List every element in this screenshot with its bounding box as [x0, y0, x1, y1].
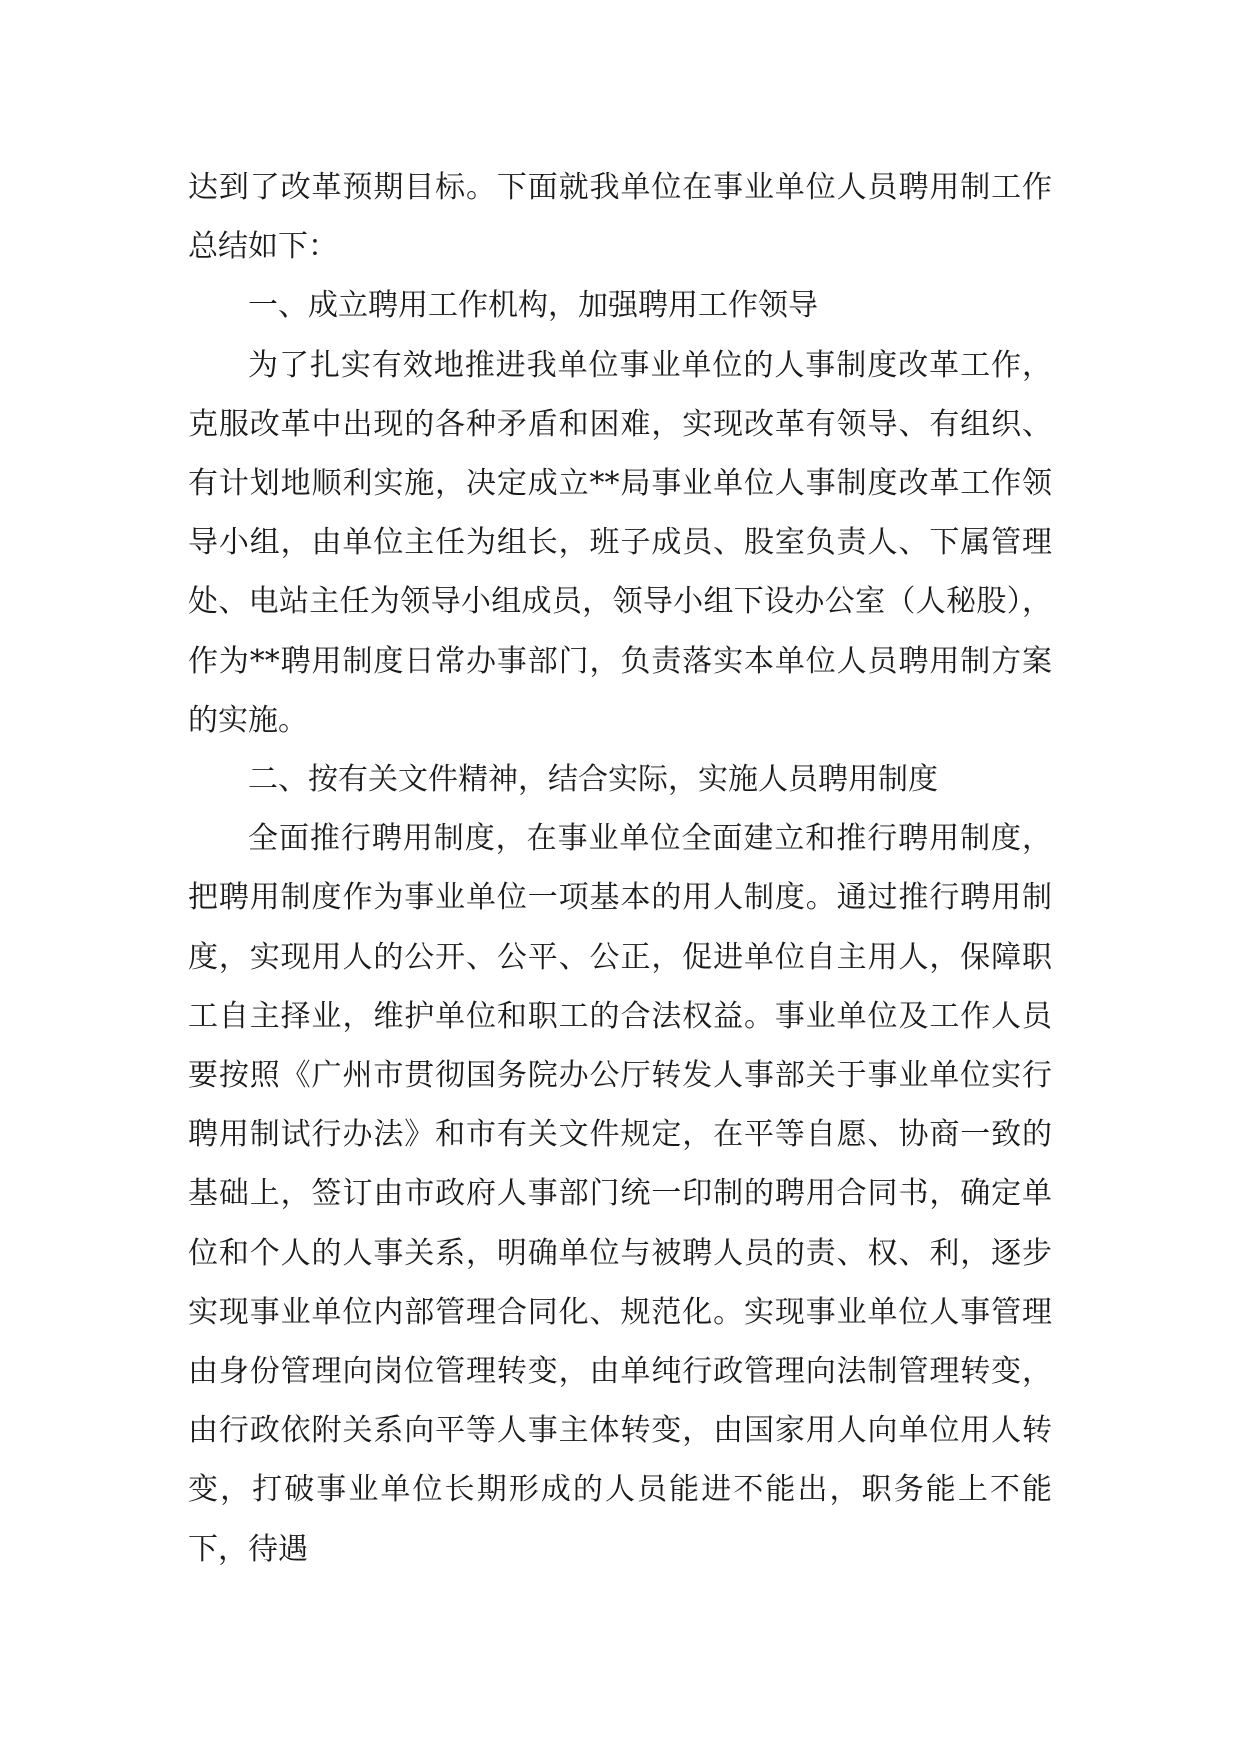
section-heading-2: 二、按有关文件精神，结合实际，实施人员聘用制度	[248, 762, 938, 798]
paragraph-intro: 达到了改革预期目标。下面就我单位在事业单位人员聘用制工作总结如下：	[188, 170, 1052, 265]
document-body	[188, 158, 1052, 1579]
paragraph-section-2: 全面推行聘用制度，在事业单位全面建立和推行聘用制度，把聘用制度作为事业单位一项基本的用人制度。通过推行聘用制度，实现用人的公开、公平、公正，促进单位自主用人，保障职工自主择业，维护单位和职工的合法权益。事业单位及工作人员要按照《广州市贯彻国务院办公厅转发人事部关于事业单位实行聘用制试行办法》和市有关文件规定，在平等自愿、协商一致的基础上，签订由市政府人事部门统一印制的聘用合同书，确定单位和个人的人事关系，明确单位与被聘人员的责、权、利，逐步实现事业单位内部管理合同化、规范化。实现事业单位人事管理由身份管理向岗位管理转变，由单纯行政管理向法制管理转变，由行政依附关系向平等人事主体转变，由国家用人向单位用人转变，打破事业单位长期形成的人员能进不能出，职务能上不能下，待遇	[188, 821, 1052, 1567]
section-heading-1: 一、成立聘用工作机构，加强聘用工作领导	[248, 288, 818, 324]
paragraph-section-1: 为了扎实有效地推进我单位事业单位的人事制度改革工作，克服改革中出现的各种矛盾和困难，实现改革有领导、有组织、有计划地顺利实施，决定成立**局事业单位人事制度改革工作领导小组，由单位主任为组长，班子成员、股室负责人、下属管理处、电站主任为领导小组成员，领导小组下设办公室（人秘股），作为**聘用制度日常办事部门，负责落实本单位人员聘用制方案的实施。	[188, 347, 1052, 738]
